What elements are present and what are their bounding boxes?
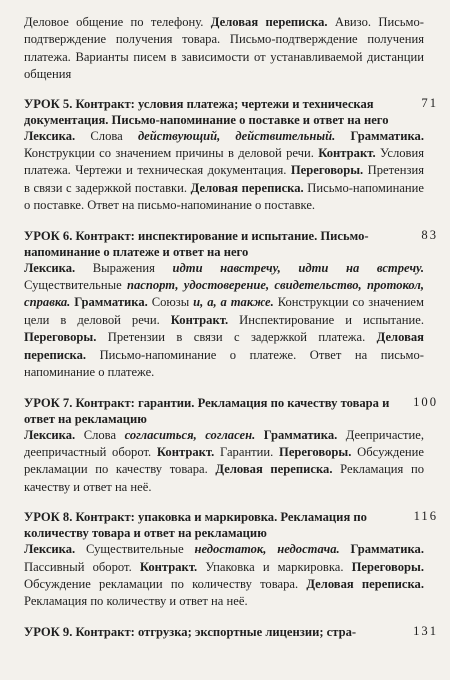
lesson-entry: [24, 95, 438, 215]
text-run: Слова: [75, 427, 125, 442]
section-keyword: Контракт.: [139, 559, 198, 574]
text-run: Союзы: [147, 295, 194, 310]
section-keyword: Деловая переписка.: [24, 330, 424, 362]
lesson-page-number: 116: [413, 509, 438, 524]
text-run: Авизо. Письмо-подтверждение получения товара. Письмо-подтверждение получения платежа. Варианты писем в зависимости от устанавливаемой дистанции общения: [24, 15, 424, 82]
section-keyword: Грамматика.: [350, 542, 424, 557]
example-terms: и, а, а также.: [193, 295, 274, 310]
section-keyword: Переговоры.: [351, 559, 424, 574]
text-run: Инспектирование и испытание.: [228, 312, 424, 327]
toc-page: [24, 14, 438, 653]
text-run: Пассивный оборот.: [24, 559, 140, 574]
section-keyword: Грамматика.: [350, 128, 424, 143]
lesson-summary: [24, 541, 424, 611]
section-keyword: Лексика.: [24, 128, 76, 143]
section-keyword: Переговоры.: [290, 163, 364, 178]
example-terms: согласиться, согласен.: [124, 427, 256, 442]
section-keyword: Контракт.: [156, 444, 215, 459]
text-run: Конструкции со значением причины в деловой речи.: [24, 146, 319, 161]
lesson-entry: [24, 227, 438, 382]
text-run: [335, 129, 350, 143]
section-keyword: Грамматика.: [263, 427, 338, 442]
lesson-page-number: 131: [413, 623, 438, 638]
lesson-entry: [24, 509, 438, 611]
section-keyword: Контракт.: [170, 312, 229, 327]
lesson-page-number: 83: [421, 227, 438, 242]
text-run: Деловое общение по телефону.: [24, 15, 211, 29]
lesson-entry: [24, 394, 438, 497]
text-run: [340, 542, 351, 556]
section-keyword: Деловая переписка.: [190, 180, 304, 195]
lesson-page-number: 71: [421, 95, 438, 110]
text-run: Обсуждение рекламации по качеству товара.: [24, 444, 424, 477]
text-run: Рекламация по количеству и ответ на неё.: [24, 594, 248, 609]
section-keyword: Переговоры.: [24, 330, 97, 345]
example-terms: идти навстречу, идти на встречу.: [172, 260, 424, 275]
text-run: Гарантии.: [214, 444, 280, 459]
lesson-summary: [24, 427, 424, 497]
text-run: Конструкции со значением цели в деловой речи.: [24, 295, 424, 327]
text-run: Условия платежа. Чертежи и техническая документация.: [24, 146, 425, 178]
section-keyword: Лексика.: [24, 427, 76, 442]
text-run: Рекламация по качеству и ответ на неё.: [24, 462, 424, 494]
section-keyword: Грамматика.: [74, 295, 148, 310]
section-keyword: Лексика.: [24, 542, 76, 557]
example-terms: паспорт, удостоверение, свидетельство, протокол, справка.: [24, 278, 424, 310]
text-run: Существительные: [24, 278, 127, 293]
lesson-list: [24, 95, 438, 640]
example-terms: недостаток, недостача.: [194, 542, 340, 557]
lesson-summary: [24, 260, 424, 382]
text-run: Слова: [75, 128, 138, 143]
text-run: Претензии в связи с задержкой платежа.: [96, 330, 377, 345]
lesson-title: УРОК 7. Контракт: гарантии. Рекламация по качеству товара и ответ на рекламацию: [24, 395, 390, 426]
section-keyword: Лексика.: [24, 260, 76, 275]
text-run: Письмо-напоминание о поставке. Ответ на письмо-напоминание о поставке.: [24, 180, 425, 213]
text-run: Обсуждение рекламации по количеству товара.: [24, 576, 307, 591]
text-run: Претензия в связи с задержкой поставки.: [24, 163, 424, 195]
lesson-title: УРОК 8. Контракт: упаковка и маркировка. Рекламация по количеству товара и ответ на рекламацию: [24, 510, 367, 541]
text-run: Существительные: [75, 542, 195, 557]
intro-paragraph: [24, 14, 424, 84]
text-run: Упаковка и маркировка.: [197, 559, 352, 574]
text-run: [255, 428, 264, 442]
lesson-summary: [24, 128, 424, 215]
lesson-title: УРОК 9. Контракт: отгрузка; экспортные лицензии; стра-: [24, 624, 357, 639]
section-keyword: Деловая переписка.: [215, 462, 333, 477]
lesson-page-number: 100: [413, 394, 438, 409]
section-keyword: Контракт.: [318, 146, 376, 161]
section-keyword: Переговоры.: [279, 444, 352, 459]
lesson-entry: [24, 623, 438, 640]
lesson-title: УРОК 6. Контракт: инспектирование и испытание. Письмо-напоминание о платеже и ответ на него: [24, 228, 369, 259]
section-keyword: Деловая переписка.: [210, 15, 328, 29]
text-run: Выражения: [75, 260, 173, 275]
lesson-title: УРОК 5. Контракт: условия платежа; чертежи и техническая документация. Письмо-напоминание о поставке и ответ на него: [24, 96, 389, 127]
text-run: Деепричастие, деепричастный оборот.: [24, 427, 424, 459]
example-terms: действующий, действительный.: [137, 128, 336, 143]
section-keyword: Деловая переписка.: [306, 576, 424, 591]
text-run: Письмо-напоминание о платеже. Ответ на письмо-напоминание о платеже.: [24, 347, 424, 380]
